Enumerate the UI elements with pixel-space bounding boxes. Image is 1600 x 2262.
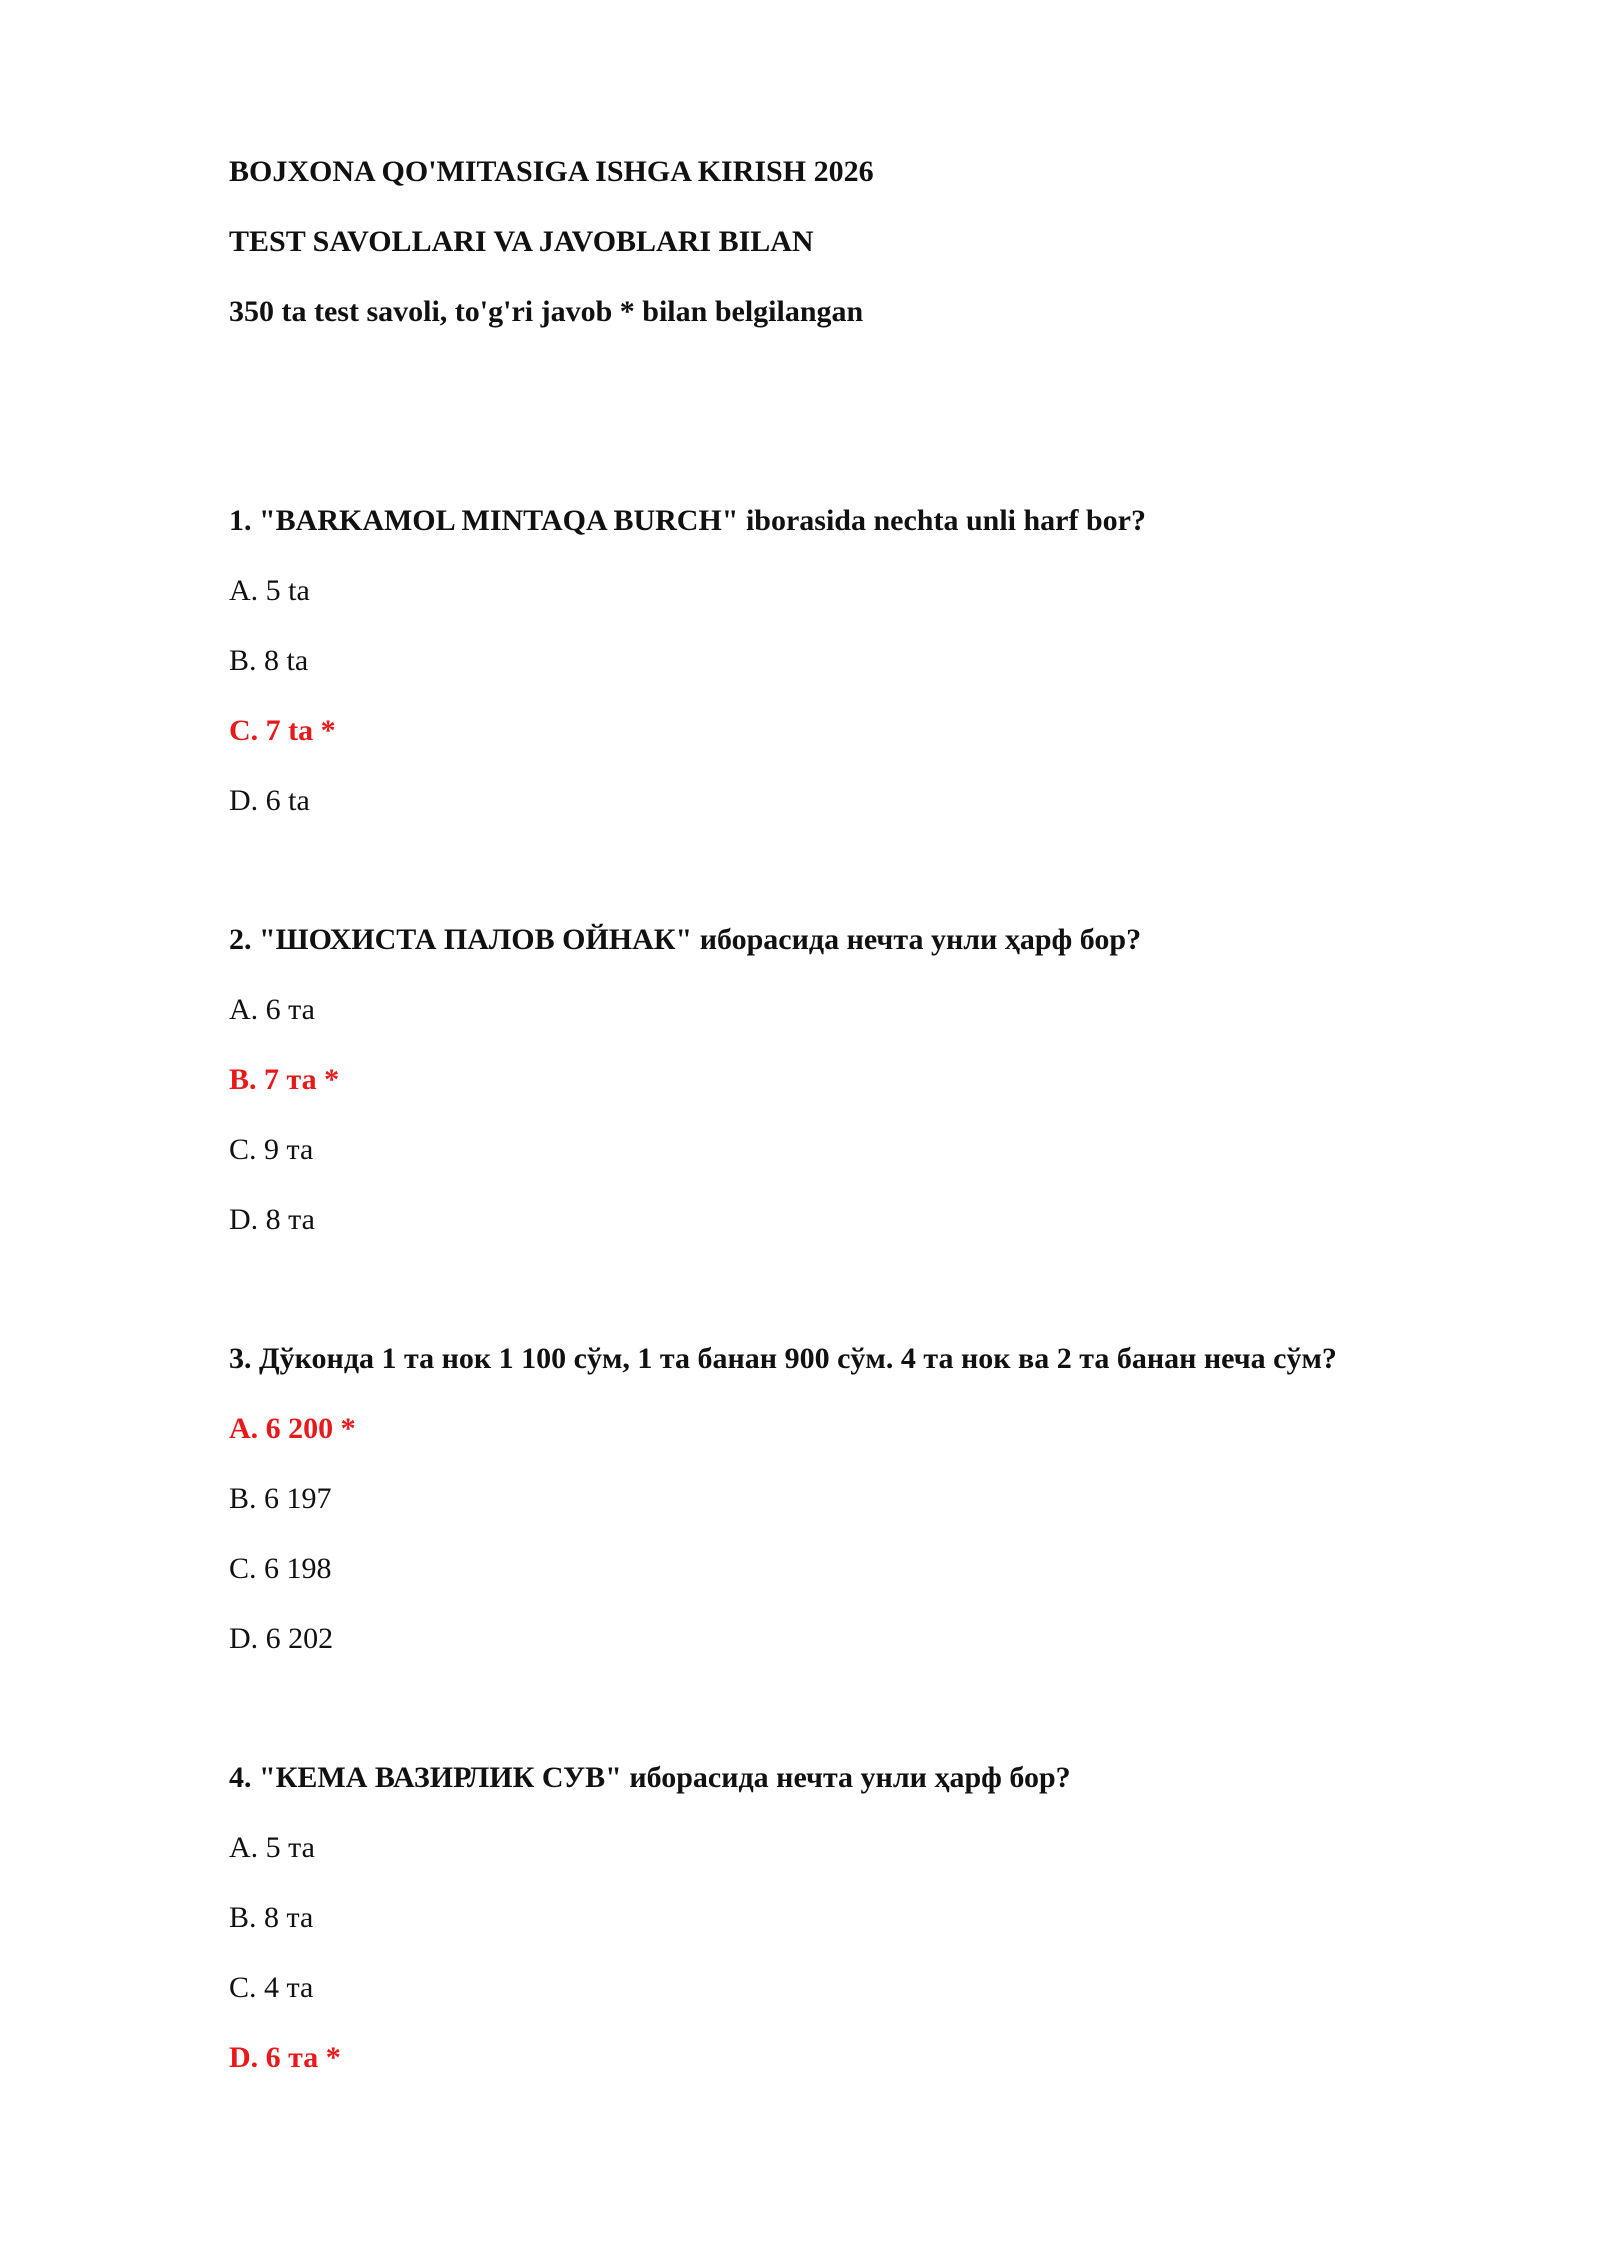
question-3-option-d: D. 6 202	[229, 1622, 334, 1655]
question-4-option-d-correct: D. 6 та *	[229, 2041, 341, 2074]
question-4-option-c: C. 4 та	[229, 1971, 314, 2004]
document-note: 350 ta test savoli, to'g'ri javob * bilan belgilangan	[229, 295, 864, 328]
question-2-option-a: A. 6 та	[229, 993, 315, 1026]
question-3-option-a-correct: A. 6 200 *	[229, 1412, 356, 1445]
question-3-option-b: B. 6 197	[229, 1482, 332, 1515]
question-1-text: 1. "BARKAMOL MINTAQA BURCH" iborasida nechta unli harf bor?	[229, 504, 1146, 537]
question-1-option-a: A. 5 ta	[229, 574, 310, 607]
question-3-text: 3. Дўконда 1 та нок 1 100 сўм, 1 та банан 900 сўм. 4 та нок ва 2 та банан неча сўм?	[229, 1342, 1337, 1375]
question-2-text: 2. "ШОХИСТА ПАЛОВ ОЙНАК" иборасида нечта унли ҳарф бор?	[229, 923, 1142, 956]
question-4-option-b: B. 8 та	[229, 1901, 314, 1934]
question-4-text: 4. "КЕМА ВАЗИРЛИК СУВ" иборасида нечта унли ҳарф бор?	[229, 1761, 1071, 1794]
question-3-option-c: C. 6 198	[229, 1552, 332, 1585]
question-1-option-d: D. 6 ta	[229, 784, 310, 817]
question-1-option-b: B. 8 ta	[229, 644, 309, 677]
question-2-option-c: C. 9 та	[229, 1133, 314, 1166]
document-title: BOJXONA QO'MITASIGA ISHGA KIRISH 2026	[229, 155, 874, 188]
document-subtitle: TEST SAVOLLARI VA JAVOBLARI BILAN	[229, 225, 814, 258]
question-2-option-b-correct: B. 7 та *	[229, 1063, 340, 1096]
question-1-option-c-correct: C. 7 ta *	[229, 714, 336, 747]
question-4-option-a: A. 5 та	[229, 1831, 315, 1864]
question-2-option-d: D. 8 та	[229, 1203, 315, 1236]
